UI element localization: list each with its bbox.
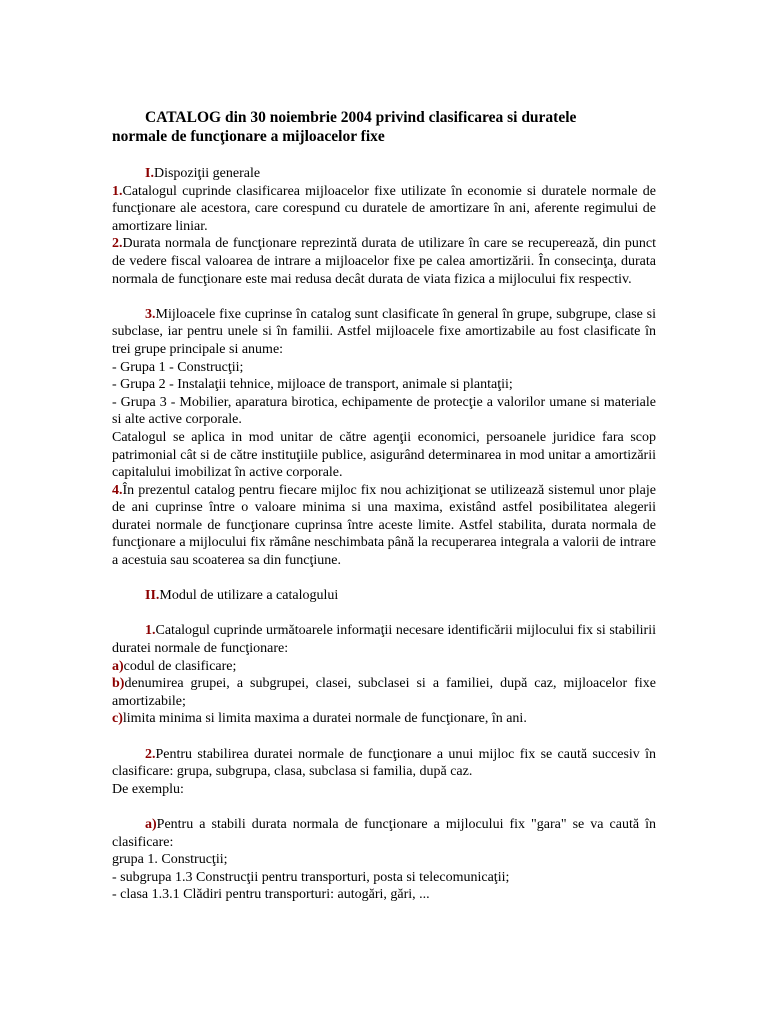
section-1-paragraph-4 [112,482,656,570]
section-1-number: I. [145,166,154,181]
paragraph-text: Catalogul cuprinde clasificarea mijloacelor fixe utilizate în economie si duratele normale de funcţionare ale acestora, care corespund cu duratele de amortizare în ani, aferente regimului de amortizare liniar. [112,183,656,234]
spacer [112,605,656,623]
document-title [112,108,656,146]
list-label: a) [145,816,157,832]
info-list-item [112,675,656,710]
info-list-item [112,710,656,728]
group-list-item: - Grupa 3 - Mobilier, aparatura birotica, echipamente de protecţie a valorilor umane si materiale si alte active corporale. [112,394,656,428]
section-1-heading-text: Dispoziţii generale [153,166,261,181]
list-text: codul de clasificare; [123,658,237,674]
title-line-1: CATALOG din 30 noiembrie 2004 privind clasificarea si duratele [145,109,577,126]
section-2-paragraph-1 [112,622,656,657]
classification-line: - subgrupa 1.3 Construcţii pentru transporturi, posta si telecomunicaţii; [112,869,510,885]
paragraph-text: Mijloacele fixe cuprinse în catalog sunt clasificate în general în grupe, subgrupe, clase si subclase, iar pentru unele si în familii. Astfel mijloacele fixe amortizabile au fost clasificate în trei grupe principale si anume: [112,306,656,357]
section-2-heading [112,587,656,605]
list-text: denumirea grupei, a subgrupei, clasei, subclasei si a familiei, după caz, mijloacelor fixe amortizabile; [112,676,656,709]
paragraph-text: Pentru stabilirea duratei normale de funcţionare a unui mijloc fix se caută succesiv în clasificare: grupa, subgrupa, clasa, subclasa si familia, după caz. [112,746,656,780]
paragraph-number: 2. [145,746,156,762]
spacer [112,288,656,306]
section-2-paragraph-2 [112,746,656,781]
paragraph-number: 3. [145,306,156,322]
paragraph-text: Durata normala de funcţionare reprezintă durata de utilizare în care se recuperează, din punct de vedere fiscal valoarea de intrare a mijloacelor fixe pe calea amortizării. În consecinţa, durata normala de funcţionare este mai redusa decât durata de viata fizica a mijlocului fix respectiv. [112,236,656,287]
spacer [112,798,656,816]
paragraph-text: Catalogul cuprinde următoarele informaţii necesare identificării mijlocului fix si stabilirii duratei normale de funcţionare: [112,623,656,657]
paragraph-number: 2. [112,236,123,252]
spacer [112,728,656,746]
group-list-item: - Grupa 2 - Instalaţii tehnice, mijloace de transport, animale si plantaţii; [112,377,513,393]
section-1-paragraph-3 [112,306,656,359]
document-content [112,108,656,904]
section-1-paragraph-2 [112,235,656,288]
paragraph-number: 1. [112,183,123,199]
example-a-paragraph [112,816,656,851]
title-line-2: normale de funcţionare a mijloacelor fixe [112,128,385,145]
info-list-item [112,658,656,676]
list-label: b) [112,676,125,692]
section-2-heading-text: Modul de utilizare a catalogului [159,588,339,604]
list-label: c) [112,711,123,727]
list-text: limita minima si limita maxima a duratei normale de funcţionare, în ani. [122,711,527,727]
spacer [112,570,656,588]
section-2-number: II. [145,588,160,604]
example-intro: De exemplu: [112,781,184,797]
paragraph-text: Pentru a stabili durata normala de funcţionare a mijlocului fix "gara" se va caută în clasificare: [112,816,656,850]
section-1-heading [112,165,656,183]
paragraph-text: În prezentul catalog pentru fiecare mijloc fix nou achiziţionat se utilizează sistemul unor plaje de ani cuprinse între o valoare minima si una maxima, existând astfel posibilitatea alegerii duratei normale de funcţionare cuprinsa între aceste limite. Astfel stabilita, durata normala de funcţionare a mijlocului fix rămâne neschimbata până la recuperarea integrala a valorii de intrare a acestuia sau scoaterea sa din funcţiune. [112,482,656,569]
section-1-paragraph-3-continuation: Catalogul se aplica in mod unitar de către agenţii economici, persoanele juridice fara scop patrimonial cât si de către instituţiile publice, asigurând determinarea in mod unitar a amortizării capitalului imobilizat în active corporale. [112,429,656,481]
list-label: a) [112,658,124,674]
paragraph-number: 1. [145,623,156,639]
classification-line: grupa 1. Construcţii; [112,852,228,868]
paragraph-number: 4. [112,482,123,498]
classification-line: - clasa 1.3.1 Clădiri pentru transporturi: autogări, gări, ... [112,887,430,903]
section-1-paragraph-1 [112,183,656,236]
group-list-item: - Grupa 1 - Construcţii; [112,359,244,375]
